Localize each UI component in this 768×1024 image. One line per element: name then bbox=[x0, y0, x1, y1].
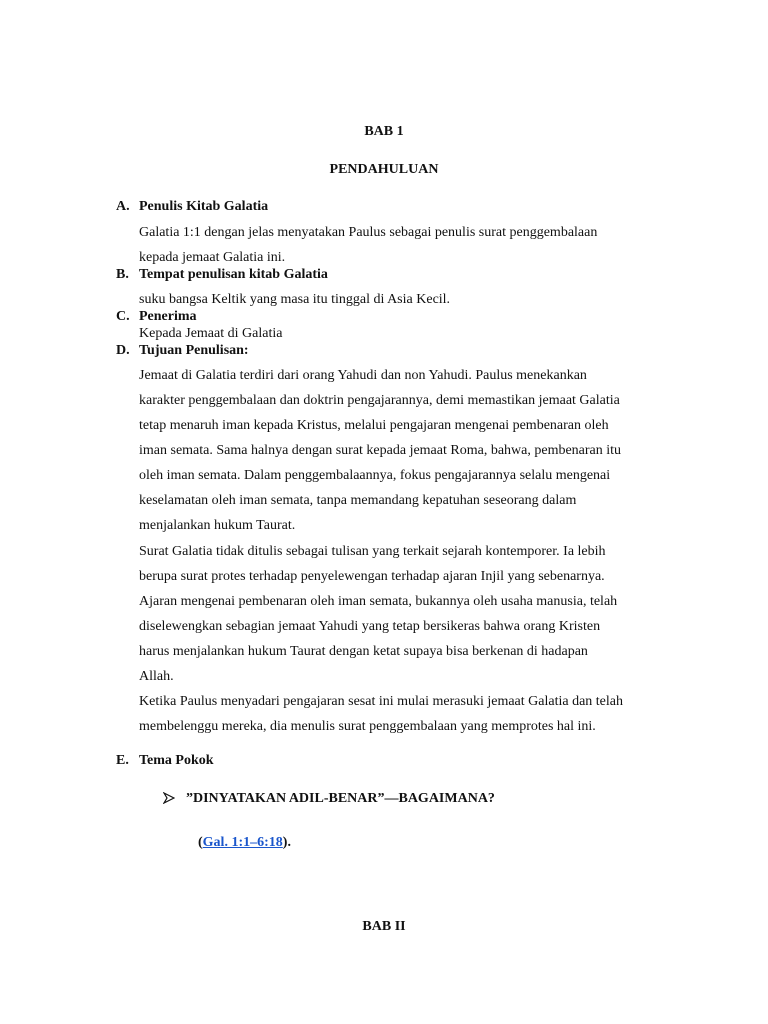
section-b-heading: Tempat penulisan kitab Galatia bbox=[139, 267, 328, 282]
section-a-heading: Penulis Kitab Galatia bbox=[139, 199, 269, 214]
section-d-line: Ketika Paulus menyadari pengajaran sesat ini mulai merasuki jemaat Galatia dan telah bbox=[139, 694, 623, 709]
section-b-letter: B. bbox=[116, 267, 129, 282]
next-chapter-title: BAB II bbox=[362, 919, 406, 934]
section-c-line: Kepada Jemaat di Galatia bbox=[139, 326, 283, 341]
section-d-line: Jemaat di Galatia terdiri dari orang Yahudi dan non Yahudi. Paulus menekankan bbox=[139, 368, 587, 383]
section-d-line: diselewengkan sebagian jemaat Yahudi yang tetap bersikeras bahwa orang Kristen bbox=[139, 619, 601, 634]
section-d-line: keselamatan oleh iman semata, tanpa memandang kepatuhan seseorang dalam bbox=[139, 493, 577, 508]
section-d-line: oleh iman semata. Dalam penggembalaannya, fokus pengajarannya selalu mengenai bbox=[139, 468, 611, 483]
section-d-line: Surat Galatia tidak ditulis sebagai tulisan yang terkait sejarah kontemporer. Ia lebih bbox=[139, 544, 606, 559]
section-d-line: Allah. bbox=[139, 669, 174, 684]
section-d-line: harus menjalankan hukum Taurat dengan ketat supaya bisa berkenan di hadapan bbox=[139, 644, 588, 659]
chapter-title: BAB 1 bbox=[364, 124, 404, 139]
reference-open: ( bbox=[198, 835, 203, 850]
section-d-line: karakter penggembalaan dan doktrin pengajarannya, demi memastikan jemaat Galatia bbox=[139, 393, 620, 408]
section-e-letter: E. bbox=[116, 753, 129, 768]
section-d-letter: D. bbox=[116, 343, 130, 358]
section-c-letter: C. bbox=[116, 309, 130, 324]
theme-bullet-text: ”DINYATAKAN ADIL-BENAR”—BAGAIMANA? bbox=[186, 791, 495, 806]
section-a-line: kepada jemaat Galatia ini. bbox=[139, 250, 286, 265]
arrow-bullet-icon bbox=[163, 792, 175, 808]
reference-close: ). bbox=[282, 835, 291, 850]
reference-link[interactable]: Gal. 1:1–6:18 bbox=[202, 835, 283, 850]
section-b-line: suku bangsa Keltik yang masa itu tinggal di Asia Kecil. bbox=[139, 292, 451, 307]
section-d-line: berupa surat protes terhadap penyelewengan terhadap ajaran Injil yang sebenarnya. bbox=[139, 569, 605, 584]
arrow-bullet-icon-shape bbox=[163, 792, 175, 804]
chapter-subtitle: PENDAHULUAN bbox=[329, 162, 439, 177]
section-d-line: iman semata. Sama halnya dengan surat kepada jemaat Roma, bahwa, pembenaran itu bbox=[139, 443, 622, 458]
section-d-heading: Tujuan Penulisan: bbox=[139, 343, 249, 358]
section-d-line: Ajaran mengenai pembenaran oleh iman semata, bukannya oleh usaha manusia, telah bbox=[139, 594, 618, 609]
section-d-line: membelenggu mereka, dia menulis surat penggembalaan yang memprotes hal ini. bbox=[139, 719, 596, 734]
section-e-heading: Tema Pokok bbox=[139, 753, 214, 768]
section-a-line: Galatia 1:1 dengan jelas menyatakan Paulus sebagai penulis surat penggembalaan bbox=[139, 225, 598, 240]
section-c-heading: Penerima bbox=[139, 309, 197, 324]
section-a-letter: A. bbox=[116, 199, 130, 214]
reference-line bbox=[198, 835, 291, 851]
section-d-line: menjalankan hukum Taurat. bbox=[139, 518, 296, 533]
section-d-line: tetap menaruh iman kepada Kristus, melalui pengajaran mengenai pembenaran oleh bbox=[139, 418, 609, 433]
